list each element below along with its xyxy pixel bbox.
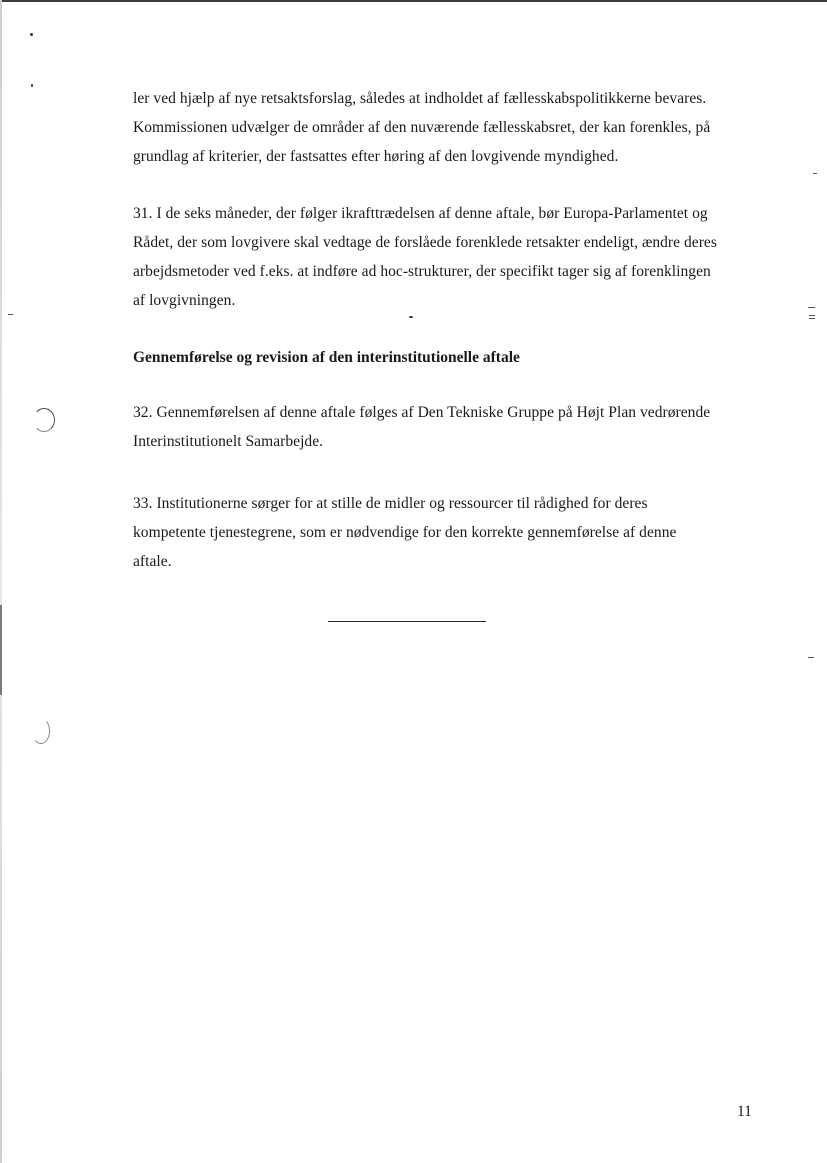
scan-mark — [808, 657, 814, 658]
text-line: Rådet, der som lovgivere skal vedtage de forslåede forenklede retsakter endeligt, ændre deres — [133, 234, 717, 251]
text-line: Kommissionen udvælger de områder af den nuværende fællesskabsret, der kan forenkles, på — [133, 119, 711, 136]
scan-mark — [8, 314, 13, 315]
closing-divider — [328, 621, 486, 622]
scan-mark — [809, 315, 815, 316]
scan-left-edge — [0, 0, 2, 1163]
punch-hole-mark — [32, 718, 50, 744]
page-number: 11 — [737, 1103, 752, 1120]
document-body — [133, 84, 763, 576]
text-line: 32. Gennemførelsen af denne aftale følges af Den Tekniske Gruppe på Højt Plan vedrørende — [133, 404, 711, 421]
text-line: 33. Institutionerne sørger for at stille de midler og ressourcer til rådighed for deres — [133, 495, 648, 512]
text-line: arbejdsmetoder ved f.eks. at indføre ad hoc-strukturer, der specifikt tager sig af forenklingen — [133, 263, 711, 280]
text-line: af lovgivningen. — [133, 292, 236, 309]
scan-left-edge-shadow — [0, 605, 2, 695]
scan-top-edge — [0, 0, 827, 2]
scan-mark — [813, 173, 817, 174]
paragraph-33 — [133, 489, 763, 576]
text-line: grundlag af kriterier, der fastsattes efter høring af den lovgivende myndighed. — [133, 148, 619, 165]
intro-paragraph — [133, 84, 763, 171]
text-line: Interinstitutionelt Samarbejde. — [133, 433, 324, 450]
scan-mark — [808, 307, 815, 308]
scan-mark — [809, 318, 815, 319]
scan-speck — [31, 84, 33, 87]
scan-speck — [30, 33, 33, 36]
text-line: 31. I de seks måneder, der følger ikrafttrædelsen af denne aftale, bør Europa-Parlamentet og — [133, 205, 708, 222]
paragraph-32 — [133, 398, 763, 456]
text-line: aftale. — [133, 553, 172, 570]
punch-hole-mark — [33, 408, 55, 432]
text-line: kompetente tjenestegrene, som er nødvendige for den korrekte gennemførelse af denne — [133, 524, 677, 541]
paragraph-31 — [133, 199, 763, 315]
section-heading: Gennemførelse og revision af den interinstitutionelle aftale — [133, 349, 520, 366]
text-line: ler ved hjælp af nye retsaktsforslag, således at indholdet af fællesskabspolitikkerne bevares. — [133, 90, 707, 107]
